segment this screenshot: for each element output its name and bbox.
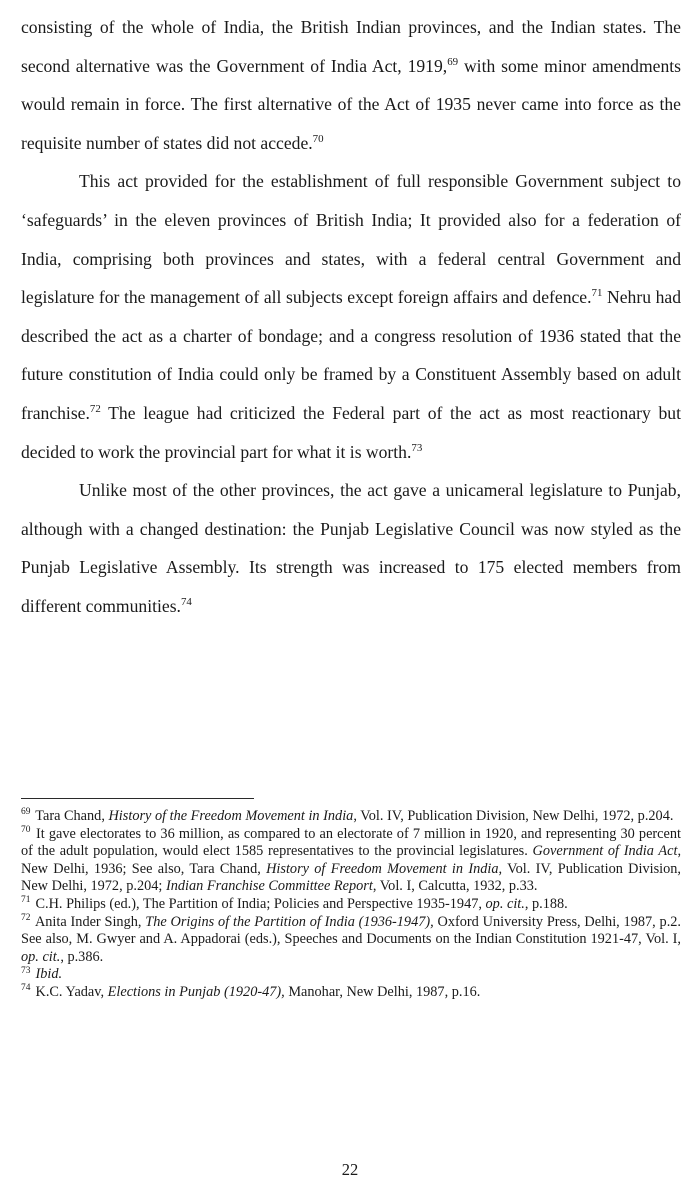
body-paragraph-1: consisting of the whole of India, the British Indian provinces, and the Indian states. The second alternative was the Government of India Act, 1919,69 with some minor amendments would remain in force. The first alternative of the Act of 1935 never came into force as the requisite number of states did not accede.$^{70}$: [21, 17, 681, 153]
footnote-73: $^{73}$ Ibid.: [21, 965, 63, 983]
body-paragraph-2: This act provided for the establishment of full responsible Government subject to ‘safeguards’ in the eleven provinces of British India; It provided also for a federation of India, comprising both provinces and states, with a federal central Government and legislature for the management of all subjects except foreign affairs and defence.$^{71}$ Nehru had described the act as a charter of bondage; and a congress resolution of 1936 stated that the future constitution of India could only be framed by a Constituent Assembly based on adult franchise.$^{72}$ The league had criticized the Federal part of the act as most reactionary but decided to work the provincial part for what it is worth.$^{73}$: [21, 171, 681, 462]
footnote-70: $^{70}$ It gave electorates to 36 million, as compared to an electorate of 7 million in 1920, and representing 30 percent of the adult population, would elect 1585 representatives to the provincial legislatures. Government of India Act, New Delhi, 1936; See also, Tara Chand, History of Freedom Movement in India, Vol. IV, Publication Division, New Delhi, 1972, p.204; Indian Franchise Committee Report, Vol. I, Calcutta, 1932, p.33.: [21, 824, 682, 895]
footnote-block: [21, 798, 681, 1002]
body-paragraph-3: Unlike most of the other provinces, the act gave a unicameral legislature to Punjab, although with a changed destination: the Punjab Legislative Council was now styled as the Punjab Legislative Assembly. Its strength was increased to 175 elected members from different communities.$^{74}$: [21, 480, 681, 616]
body-text-block: [21, 8, 681, 626]
footnote-separator-rule: [21, 798, 254, 799]
page-number: 22: [341, 1160, 359, 1179]
footnote-72: $^{72}$ Anita Inder Singh, The Origins of the Partition of India (1936-1947), Oxford University Press, Delhi, 1987, p.2. See also, M. Gwyer and A. Appadorai (eds.), Speeches and Documents on the Indian Constitution 1921-47, Vol. I, op. cit., p.386.: [21, 912, 681, 965]
footnote-69: $^{69}$ Tara Chand, History of the Freedom Movement in India, Vol. IV, Publication Division, New Delhi, 1972, p.204.: [21, 807, 674, 824]
footnote-71: $^{71}$ C.H. Philips (ed.), The Partition of India; Policies and Perspective 1935-1947, op. cit., p.188.: [21, 895, 568, 912]
footnote-74: $^{74}$ K.C. Yadav, Elections in Punjab (1920-47), Manohar, New Delhi, 1987, p.16.: [21, 983, 481, 1000]
